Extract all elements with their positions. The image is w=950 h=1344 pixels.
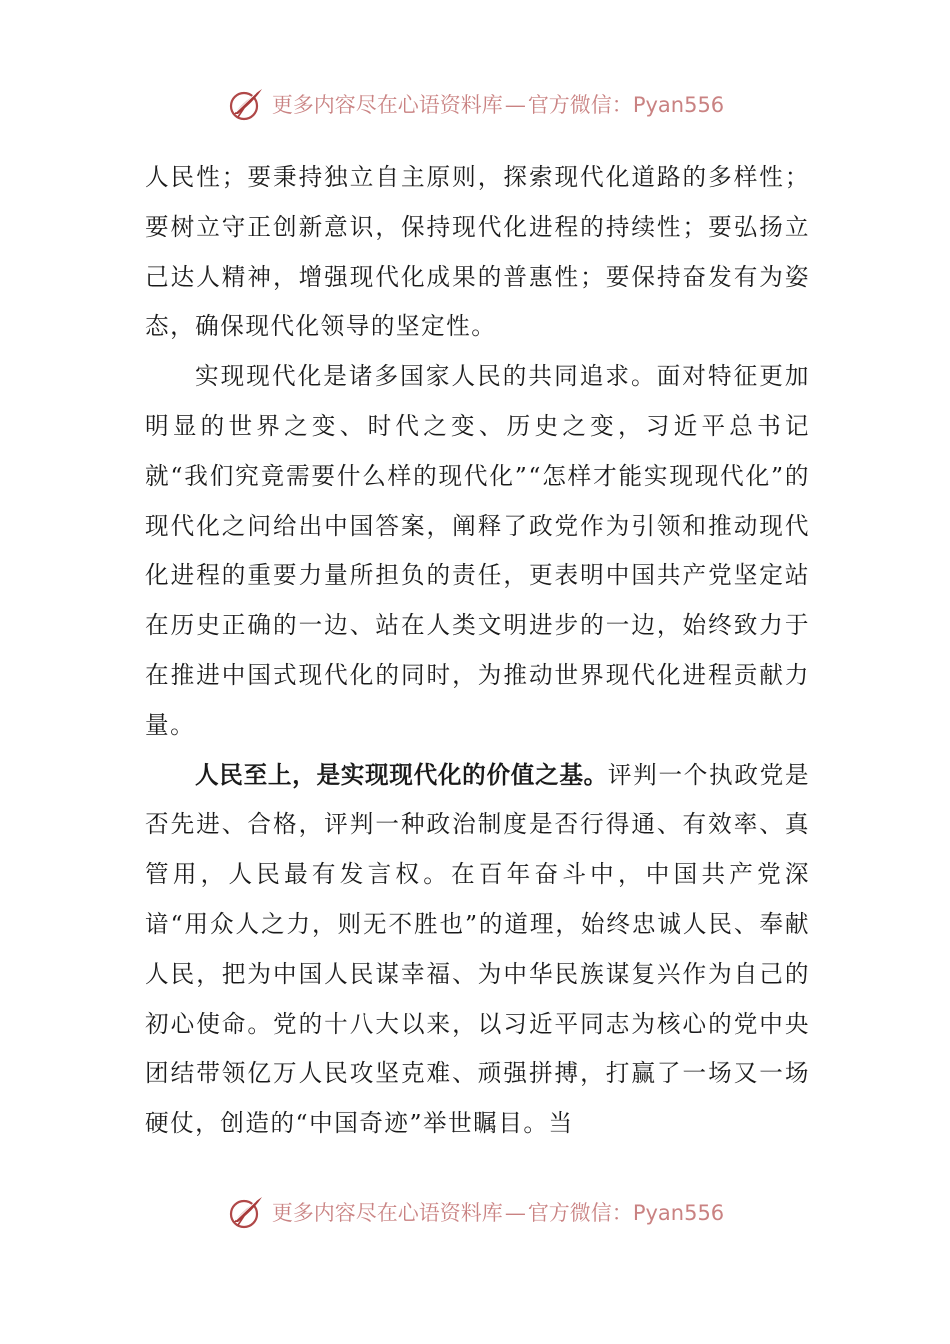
paragraph-3-heading: 人民至上，是实现现代化的价值之基。 <box>195 760 608 789</box>
footer-watermark <box>0 1192 950 1232</box>
paragraph-2: 实现现代化是诸多国家人民的共同追求。面对特征更加明显的世界之变、时代之变、历史之变，习近平总书记就“我们究竟需要什么样的现代化”“怎样才能实现现代化”的现代化之问给出中国答案，阐释了政党作为引领和推动现代化进程的重要力量所担负的责任，更表明中国共产党坚定站在历史正确的一边、站在人类文明进步的一边，始终致力于在推进中国式现代化的同时，为推动世界现代化进程贡献力量。 <box>145 362 810 739</box>
document-body <box>145 153 810 1149</box>
header-watermark <box>0 84 950 124</box>
paragraph-3-text: 评判一个执政党是否先进、合格，评判一种政治制度是否行得通、有效率、真管用，人民最有发言权。在百年奋斗中，中国共产党深谙“用众人之力，则无不胜也”的道理，始终忠诚人民、奉献人民，把为中国人民谋幸福、为中华民族谋复兴作为自己的初心使命。党的十八大以来，以习近平同志为核心的党中央团结带领亿万人民攻坚克难、顽强拼搏，打赢了一场又一场硬仗，创造的“中国奇迹”举世瞩目。当 <box>145 760 810 1138</box>
quill-logo-icon <box>226 1192 266 1232</box>
watermark-text: 更多内容尽在心语资料库—官方微信：Pyan556 <box>271 93 725 117</box>
watermark-text: 更多内容尽在心语资料库—官方微信：Pyan556 <box>271 1201 725 1225</box>
quill-logo-icon <box>226 84 266 124</box>
paragraph-3 <box>145 751 810 1149</box>
paragraph-1: 人民性；要秉持独立自主原则，探索现代化道路的多样性；要树立守正创新意识，保持现代化进程的持续性；要弘扬立己达人精神，增强现代化成果的普惠性；要保持奋发有为姿态，确保现代化领导的坚定性。 <box>145 163 810 341</box>
